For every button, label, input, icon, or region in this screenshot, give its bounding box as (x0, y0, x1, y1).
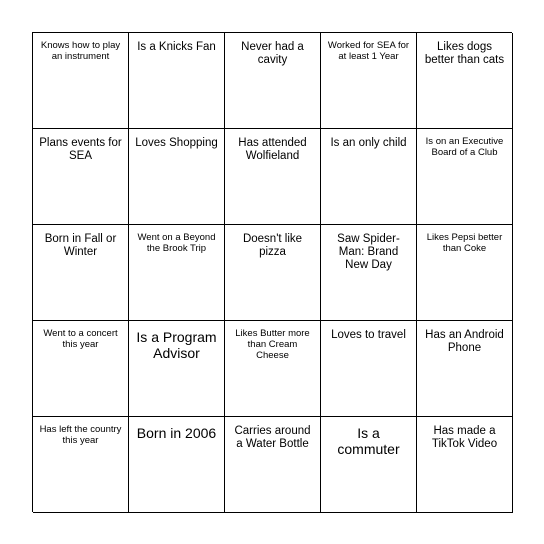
bingo-cell-label: Carries around a Water Bottle (234, 425, 311, 451)
bingo-cell-r1c2[interactable] (129, 33, 225, 129)
bingo-cell-label: Doesn't like pizza (242, 233, 303, 259)
bingo-cell-r1c3[interactable] (225, 33, 321, 129)
bingo-cell-label: Loves Shopping (135, 137, 218, 149)
bingo-cell-label: Is a Program Advisor (136, 329, 217, 362)
bingo-cell-r2c4[interactable] (321, 129, 417, 225)
bingo-cell-label: Never had a cavity (241, 41, 304, 67)
bingo-cell-r1c4[interactable] (321, 33, 417, 129)
bingo-cell-r5c1[interactable] (33, 417, 129, 513)
bingo-cell-label: Born in Fall or Winter (44, 233, 117, 259)
bingo-cell-r3c2[interactable] (129, 225, 225, 321)
bingo-cell-label: Has left the country this year (39, 424, 122, 446)
bingo-cell-label: Went on a Beyond the Brook Trip (137, 232, 216, 254)
bingo-cell-label: Likes Pepsi better than Coke (426, 232, 503, 254)
bingo-cell-label: Plans events for SEA (39, 137, 122, 163)
bingo-cell-label: Is on an Executive Board of a Club (425, 136, 504, 158)
bingo-cell-r5c4[interactable] (321, 417, 417, 513)
bingo-cell-r5c2[interactable] (129, 417, 225, 513)
bingo-cell-label: Is a Knicks Fan (137, 41, 216, 53)
bingo-cell-r1c5[interactable] (417, 33, 513, 129)
bingo-cell-r4c3[interactable] (225, 321, 321, 417)
bingo-cell-r3c4[interactable] (321, 225, 417, 321)
bingo-cell-r4c1[interactable] (33, 321, 129, 417)
bingo-cell-label: Has an Android Phone (425, 329, 504, 355)
bingo-cell-label: Loves to travel (331, 329, 406, 341)
bingo-cell-label: Likes Butter more than Cream Cheese (235, 328, 310, 361)
bingo-cell-r5c3[interactable] (225, 417, 321, 513)
bingo-cell-r5c5[interactable] (417, 417, 513, 513)
bingo-cell-r4c4[interactable] (321, 321, 417, 417)
bingo-cell-label: Is an only child (330, 137, 407, 149)
bingo-cell-r4c5[interactable] (417, 321, 513, 417)
bingo-cell-r3c1[interactable] (33, 225, 129, 321)
bingo-cell-label: Is a commuter (337, 425, 400, 458)
bingo-cell-r2c1[interactable] (33, 129, 129, 225)
bingo-cell-r4c2[interactable] (129, 321, 225, 417)
bingo-cell-r1c1[interactable] (33, 33, 129, 129)
bingo-cell-r3c3[interactable] (225, 225, 321, 321)
bingo-cell-r2c5[interactable] (417, 129, 513, 225)
bingo-cell-label: Likes dogs better than cats (424, 41, 505, 67)
bingo-cell-r3c5[interactable] (417, 225, 513, 321)
bingo-cell-r2c3[interactable] (225, 129, 321, 225)
bingo-cell-r2c2[interactable] (129, 129, 225, 225)
bingo-cell-label: Saw Spider-Man: Brand New Day (337, 233, 400, 272)
bingo-cell-label: Has attended Wolfieland (238, 137, 307, 163)
bingo-board (32, 32, 512, 512)
bingo-cell-label: Worked for SEA for at least 1 Year (327, 40, 410, 62)
bingo-cell-label: Born in 2006 (136, 425, 217, 441)
bingo-cell-label: Went to a concert this year (43, 328, 118, 350)
bingo-cell-label: Knows how to play an instrument (40, 40, 121, 62)
bingo-cell-label: Has made a TikTok Video (431, 425, 498, 451)
